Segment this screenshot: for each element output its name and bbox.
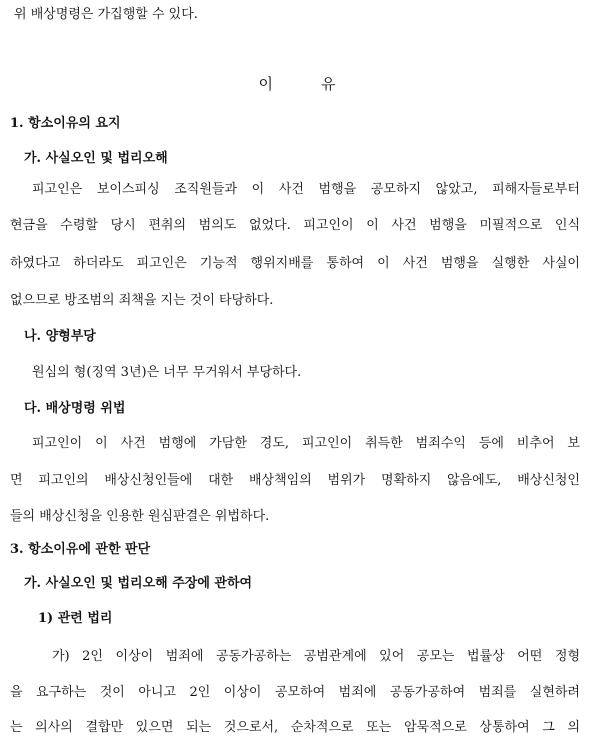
section1-ga-heading: 가. 사실오인 및 법리오해 [24, 151, 168, 166]
title-part-2: 유 [321, 75, 336, 93]
section3-sub1-line-3: 는 의사의 결합만 있으면 되는 것으로서, 순차적으로 또는 암묵적으로 상통하여 그 의 [10, 720, 580, 735]
section1-na-line-1: 원심의 형(징역 3년)은 너무 무거워서 부당하다. [32, 365, 302, 380]
section3-heading: 3. 항소이유에 관한 판단 [10, 542, 151, 557]
section1-ga-line-3: 하였다고 하더라도 피고인은 기능적 행위지배를 통하여 이 사건 범행을 실행한 사실이 [10, 256, 580, 271]
section3-ga-heading: 가. 사실오인 및 법리오해 주장에 관하여 [24, 576, 253, 591]
section1-heading: 1. 항소이유의 요지 [10, 116, 121, 131]
section1-ga-line-4: 없으므로 방조범의 죄책을 지는 것이 타당하다. [10, 293, 274, 308]
section1-da-line-1: 피고인이 이 사건 범행에 가담한 경도, 피고인이 취득한 범죄수익 등에 비추어 보 [32, 436, 580, 451]
section1-na-heading: 나. 양형부당 [24, 329, 96, 344]
section1-ga-line-2: 현금을 수령할 당시 편취의 범의도 없었다. 피고인이 이 사건 범행을 미필적으로 인식 [10, 218, 580, 233]
section3-sub1-line-2: 을 요구하는 것이 아니고 2인 이상이 공모하여 범죄에 공동가공하여 범죄를 실현하려 [10, 685, 580, 700]
section1-da-line-2: 면 피고인의 배상신청인들에 대한 배상책임의 범위가 명확하지 않음에도, 배상신청인 [10, 473, 580, 488]
section3-sub1-line-1: 가) 2인 이상이 범죄에 공동가공하는 공범관계에 있어 공모는 법률상 어떤 정형 [52, 649, 580, 664]
continuation-line: 위 배상명령은 가집행할 수 있다. [14, 7, 198, 22]
reasons-title [0, 73, 594, 94]
section1-da-heading: 다. 배상명령 위법 [24, 401, 126, 416]
section1-ga-line-1: 피고인은 보이스피싱 조직원들과 이 사건 범행을 공모하지 않았고, 피해자들로부터 [32, 182, 580, 197]
title-part-1: 이 [258, 75, 273, 93]
section3-sub1-heading: 1) 관련 법리 [38, 611, 113, 626]
section1-da-line-3: 들의 배상신청을 인용한 원심판결은 위법하다. [10, 509, 270, 524]
